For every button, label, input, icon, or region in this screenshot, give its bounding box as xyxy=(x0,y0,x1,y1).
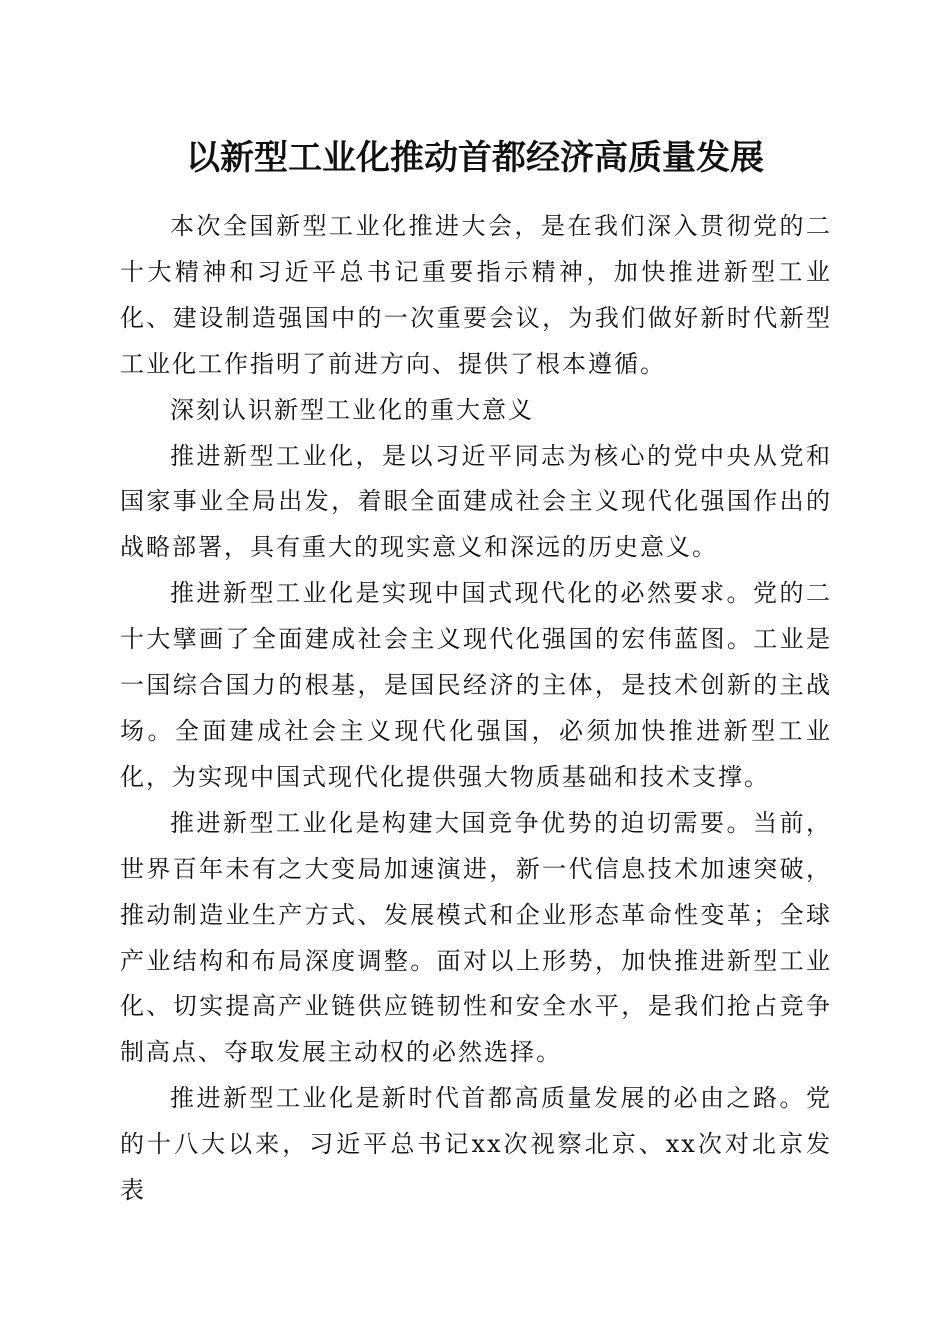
document-title: 以新型工业化推动首都经济高质量发展 xyxy=(186,138,764,178)
paragraph: 推进新型工业化是构建大国竞争优势的迫切需要。当前，世界百年未有之大变局加速演进，新一代信息技术加速突破，推动制造业生产方式、发展模式和企业形态革命性变革；全球产业结构和布局深度调整。面对以上形势，加快推进新型工业化、切实提高产业链供应链韧性和安全水平，是我们抢占竞争制高点、夺取发展主动权的必然选择。 xyxy=(120,808,832,1067)
document-body xyxy=(120,204,832,1214)
paragraph: 推进新型工业化，是以习近平同志为核心的党中央从党和国家事业全局出发，着眼全面建成社会主义现代化强国作出的战略部署，具有重大的现实意义和深远的历史意义。 xyxy=(120,441,832,562)
paragraph: 推进新型工业化是新时代首都高质量发展的必由之路。党的十八大以来，习近平总书记xx次视察北京、xx次对北京发表 xyxy=(120,1084,832,1205)
paragraph: 推进新型工业化是实现中国式现代化的必然要求。党的二十大擘画了全面建成社会主义现代化强国的宏伟蓝图。工业是一国综合国力的根基，是国民经济的主体，是技术创新的主战场。全面建成社会主义现代化强国，必须加快推进新型工业化，为实现中国式现代化提供强大物质基础和技术支撑。 xyxy=(120,579,832,791)
section-heading: 深刻认识新型工业化的重大意义 xyxy=(170,395,534,424)
paragraph-intro: 本次全国新型工业化推进大会，是在我们深入贯彻党的二十大精神和习近平总书记重要指示精神，加快推进新型工业化、建设制造强国中的一次重要会议，为我们做好新时代新型工业化工作指明了前进方向、提供了根本遵循。 xyxy=(120,212,832,378)
